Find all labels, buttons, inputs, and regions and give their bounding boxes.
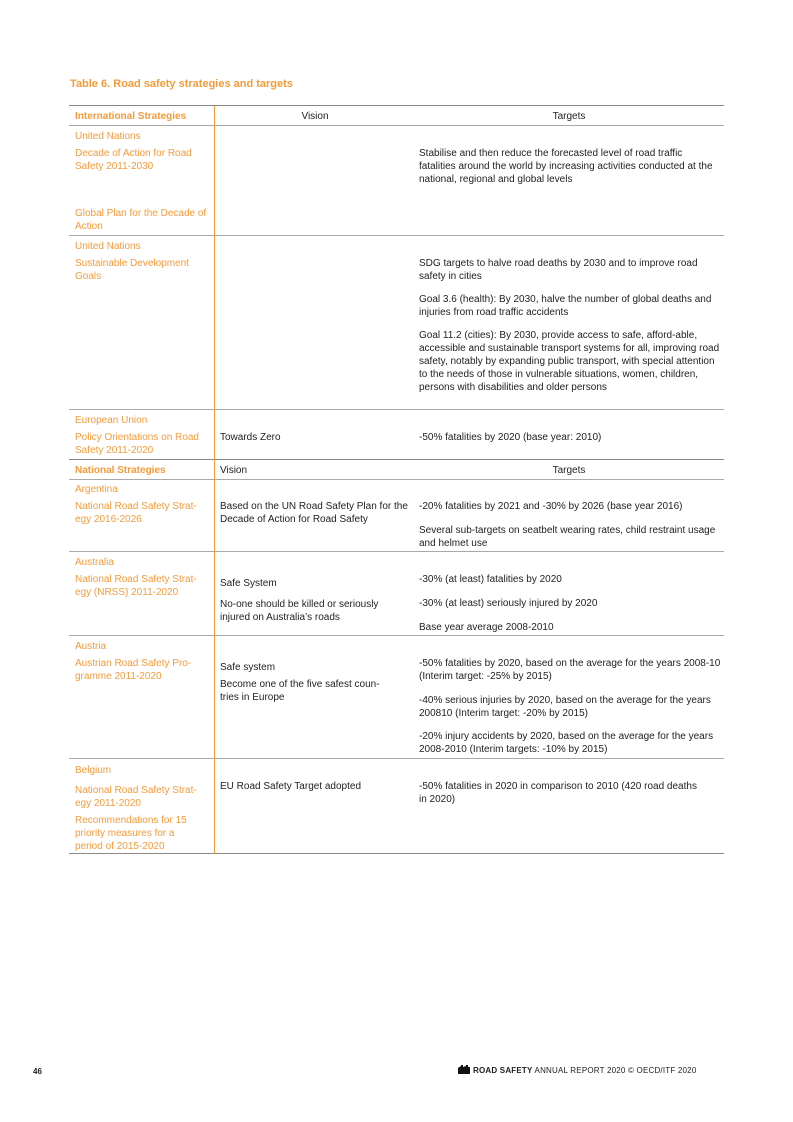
row-org: Australia <box>75 557 114 568</box>
row-strategy-name: Global Plan for the Decade of Action <box>75 208 207 232</box>
rule-header2 <box>69 479 724 480</box>
row-target: -40% serious injuries by 2020, based on the average for the years 200810 (Interim target: -20% by 2015) <box>419 695 711 719</box>
row-org: United Nations <box>75 241 141 252</box>
rule-row2 <box>69 409 724 410</box>
row-target: -30% (at least) fatalities by 2020 <box>419 574 562 585</box>
row-strategy-name: Sustainable Development Goals <box>75 258 189 282</box>
header-targets: Targets <box>552 465 586 476</box>
row-target: Stabilise and then reduce the forecasted level of road traffic fatalities around the world by increasing activities conducted at the national, regional and global levels <box>419 148 713 185</box>
row-vision: EU Road Safety Target adopted <box>220 781 362 792</box>
row-target: -50% fatalities in 2020 in comparison to 2010 (420 road deaths in 2020) <box>419 781 697 805</box>
section-header-national: National Strategies <box>75 465 166 476</box>
footer-report-name: ROAD SAFETY <box>473 1066 533 1075</box>
itf-logo-icon <box>458 1065 470 1074</box>
rule-row4 <box>69 551 724 552</box>
row-target: -20% injury accidents by 2020, based on the average for the years 2008-2010 (Interim targets: -10% by 2015) <box>419 731 714 755</box>
header-targets: Targets <box>552 111 586 122</box>
row-org: Belgium <box>75 765 112 776</box>
row-target: -30% (at least) seriously injured by 2020 <box>419 598 598 609</box>
row-vision: Based on the UN Road Safety Plan for the Decade of Action for Road Safety <box>220 501 408 525</box>
row-vision: Safe System <box>220 578 277 589</box>
column-divider <box>214 106 215 854</box>
footer-report-rest: ANNUAL REPORT 2020 © OECD/ITF 2020 <box>534 1066 697 1075</box>
row-strategy-name: National Road Safety Strat-egy 2011-2020 <box>75 785 197 809</box>
rule-row5 <box>69 635 724 636</box>
row-target: Goal 3.6 (health): By 2030, halve the number of global deaths and injuries from road traffic accidents <box>419 294 712 318</box>
row-target: Base year average 2008-2010 <box>419 622 554 633</box>
row-vision: Safe system <box>220 662 276 673</box>
row-strategy-name: Policy Orientations on Road Safety 2011-2020 <box>75 432 199 456</box>
footer-credit <box>473 1066 696 1075</box>
row-org: European Union <box>75 415 148 426</box>
row-strategy-name: Decade of Action for Road Safety 2011-2030 <box>75 148 192 172</box>
rule-row6 <box>69 758 724 759</box>
rule-top <box>69 105 724 106</box>
header-vision: Vision <box>301 111 329 122</box>
row-org: Argentina <box>75 484 118 495</box>
row-org: United Nations <box>75 131 141 142</box>
row-strategy-name: Austrian Road Safety Pro-gramme 2011-2020 <box>75 658 192 682</box>
rule-section2 <box>69 459 724 460</box>
row-target: Several sub-targets on seatbelt wearing rates, child restraint usage and helmet use <box>419 525 716 549</box>
rule-header1 <box>69 125 724 126</box>
row-strategy-name: National Road Safety Strat-egy (NRSS) 2011-2020 <box>75 574 197 598</box>
rule-row1 <box>69 235 724 236</box>
row-strategy-name: Recommendations for 15 priority measures for a period of 2015-2020 <box>75 815 187 852</box>
row-target: -50% fatalities by 2020, based on the average for the years 2008-10 (Interim target: -25% by 2015) <box>419 658 721 682</box>
row-target: Goal 11.2 (cities): By 2030, provide access to safe, afford-able, accessible and sustainable transport systems for all, improving road safety, notably by expanding public transport, with special attention to the needs of those in vulnerable situations, women, children, persons with disabilities and older persons <box>419 330 720 393</box>
row-target: SDG targets to halve road deaths by 2030 and to improve road safety in cities <box>419 258 698 282</box>
section-header-international: International Strategies <box>75 111 187 122</box>
row-strategy-name: National Road Safety Strat-egy 2016-2026 <box>75 501 197 525</box>
header-vision: Vision <box>220 465 248 476</box>
row-target: -20% fatalities by 2021 and -30% by 2026 (base year 2016) <box>419 501 683 512</box>
row-vision: Towards Zero <box>220 432 281 443</box>
row-org: Austria <box>75 641 107 652</box>
row-vision: No-one should be killed or seriously injured on Australia’s roads <box>220 599 379 623</box>
page-number: 46 <box>33 1067 42 1076</box>
table-title: Table 6. Road safety strategies and targets <box>70 78 293 90</box>
row-vision: Become one of the five safest coun-tries in Europe <box>220 679 380 703</box>
rule-bottom <box>69 853 724 854</box>
row-target: -50% fatalities by 2020 (base year: 2010) <box>419 432 602 443</box>
